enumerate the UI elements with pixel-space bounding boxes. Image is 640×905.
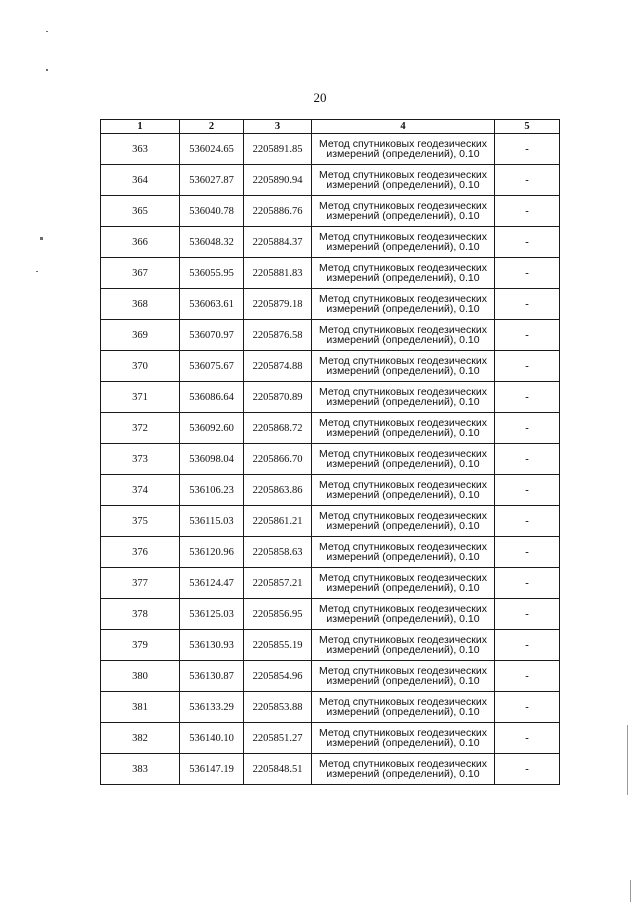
- method-line: измерений (определений), 0.10: [326, 706, 480, 718]
- table-row: [101, 196, 560, 227]
- note-cell: -: [495, 723, 560, 754]
- point-number-cell: 374: [101, 475, 180, 506]
- method-cell: [312, 568, 495, 599]
- note-cell: -: [495, 692, 560, 723]
- scan-edge-line: [630, 880, 631, 902]
- point-number-cell: 380: [101, 661, 180, 692]
- note-cell: -: [495, 351, 560, 382]
- method-line: Метод спутниковых геодезических: [319, 757, 487, 770]
- table-row: [101, 692, 560, 723]
- note-cell: -: [495, 537, 560, 568]
- method-cell: [312, 475, 495, 506]
- note-cell: -: [495, 196, 560, 227]
- table-row: [101, 599, 560, 630]
- x-coordinate-cell: 536124.47: [180, 568, 244, 599]
- table-row: [101, 134, 560, 165]
- point-number-cell: 379: [101, 630, 180, 661]
- x-coordinate-cell: 536063.61: [180, 289, 244, 320]
- method-line: измерений (определений), 0.10: [326, 427, 480, 439]
- table-row: [101, 258, 560, 289]
- method-cell: [312, 258, 495, 289]
- y-coordinate-cell: 2205886.76: [244, 196, 312, 227]
- method-line: измерений (определений), 0.10: [326, 365, 480, 377]
- column-header: 5: [495, 120, 560, 134]
- method-cell: [312, 754, 495, 785]
- table-row: [101, 444, 560, 475]
- y-coordinate-cell: 2205874.88: [244, 351, 312, 382]
- point-number-cell: 382: [101, 723, 180, 754]
- note-cell: -: [495, 134, 560, 165]
- method-line: измерений (определений), 0.10: [326, 768, 480, 780]
- x-coordinate-cell: 536070.97: [180, 320, 244, 351]
- point-number-cell: 363: [101, 134, 180, 165]
- method-line: Метод спутниковых геодезических: [319, 571, 487, 584]
- x-coordinate-cell: 536115.03: [180, 506, 244, 537]
- method-line: Метод спутниковых геодезических: [319, 354, 487, 367]
- method-cell: [312, 134, 495, 165]
- coordinates-table: [100, 119, 560, 785]
- table-row: [101, 537, 560, 568]
- point-number-cell: 383: [101, 754, 180, 785]
- method-line: измерений (определений), 0.10: [326, 210, 480, 222]
- method-line: измерений (определений), 0.10: [326, 148, 480, 160]
- note-cell: -: [495, 382, 560, 413]
- point-number-cell: 377: [101, 568, 180, 599]
- note-cell: -: [495, 475, 560, 506]
- note-cell: -: [495, 599, 560, 630]
- column-header: 4: [312, 120, 495, 134]
- y-coordinate-cell: 2205881.83: [244, 258, 312, 289]
- method-cell: [312, 413, 495, 444]
- y-coordinate-cell: 2205890.94: [244, 165, 312, 196]
- note-cell: -: [495, 413, 560, 444]
- method-line: Метод спутниковых геодезических: [319, 261, 487, 274]
- x-coordinate-cell: 536086.64: [180, 382, 244, 413]
- x-coordinate-cell: 536098.04: [180, 444, 244, 475]
- y-coordinate-cell: 2205863.86: [244, 475, 312, 506]
- method-line: измерений (определений), 0.10: [326, 520, 480, 532]
- method-line: измерений (определений), 0.10: [326, 644, 480, 656]
- table-header-row: [101, 120, 560, 134]
- x-coordinate-cell: 536075.67: [180, 351, 244, 382]
- method-line: Метод спутниковых геодезических: [319, 230, 487, 243]
- method-cell: [312, 165, 495, 196]
- method-line: измерений (определений), 0.10: [326, 737, 480, 749]
- y-coordinate-cell: 2205848.51: [244, 754, 312, 785]
- method-line: измерений (определений), 0.10: [326, 303, 480, 315]
- method-line: Метод спутниковых геодезических: [319, 385, 487, 398]
- method-line: измерений (определений), 0.10: [326, 675, 480, 687]
- method-cell: [312, 661, 495, 692]
- point-number-cell: 371: [101, 382, 180, 413]
- y-coordinate-cell: 2205853.88: [244, 692, 312, 723]
- point-number-cell: 365: [101, 196, 180, 227]
- x-coordinate-cell: 536048.32: [180, 227, 244, 258]
- table-row: [101, 630, 560, 661]
- method-line: Метод спутниковых геодезических: [319, 540, 487, 553]
- table-row: [101, 165, 560, 196]
- note-cell: -: [495, 320, 560, 351]
- method-line: Метод спутниковых геодезических: [319, 695, 487, 708]
- y-coordinate-cell: 2205876.58: [244, 320, 312, 351]
- table-row: [101, 413, 560, 444]
- point-number-cell: 372: [101, 413, 180, 444]
- method-cell: [312, 537, 495, 568]
- method-line: Метод спутниковых геодезических: [319, 664, 487, 677]
- scan-speck: [46, 31, 48, 32]
- method-line: Метод спутниковых геодезических: [319, 447, 487, 460]
- method-line: Метод спутниковых геодезических: [319, 726, 487, 739]
- table-row: [101, 661, 560, 692]
- note-cell: -: [495, 506, 560, 537]
- method-cell: [312, 599, 495, 630]
- method-cell: [312, 723, 495, 754]
- method-line: Метод спутниковых геодезических: [319, 633, 487, 646]
- method-line: измерений (определений), 0.10: [326, 241, 480, 253]
- x-coordinate-cell: 536120.96: [180, 537, 244, 568]
- method-line: измерений (определений), 0.10: [326, 458, 480, 470]
- column-header: 1: [101, 120, 180, 134]
- x-coordinate-cell: 536130.93: [180, 630, 244, 661]
- method-line: Метод спутниковых геодезических: [319, 168, 487, 181]
- y-coordinate-cell: 2205855.19: [244, 630, 312, 661]
- note-cell: -: [495, 165, 560, 196]
- y-coordinate-cell: 2205854.96: [244, 661, 312, 692]
- scan-speck: [36, 271, 38, 272]
- y-coordinate-cell: 2205851.27: [244, 723, 312, 754]
- point-number-cell: 364: [101, 165, 180, 196]
- note-cell: -: [495, 630, 560, 661]
- x-coordinate-cell: 536024.65: [180, 134, 244, 165]
- x-coordinate-cell: 536092.60: [180, 413, 244, 444]
- table-row: [101, 506, 560, 537]
- table-row: [101, 754, 560, 785]
- method-line: измерений (определений), 0.10: [326, 489, 480, 501]
- table-row: [101, 289, 560, 320]
- x-coordinate-cell: 536147.19: [180, 754, 244, 785]
- table-row: [101, 320, 560, 351]
- y-coordinate-cell: 2205857.21: [244, 568, 312, 599]
- point-number-cell: 369: [101, 320, 180, 351]
- table-row: [101, 382, 560, 413]
- method-cell: [312, 196, 495, 227]
- y-coordinate-cell: 2205868.72: [244, 413, 312, 444]
- scan-speck: [46, 69, 48, 71]
- y-coordinate-cell: 2205858.63: [244, 537, 312, 568]
- y-coordinate-cell: 2205861.21: [244, 506, 312, 537]
- table-row: [101, 723, 560, 754]
- x-coordinate-cell: 536106.23: [180, 475, 244, 506]
- method-line: измерений (определений), 0.10: [326, 334, 480, 346]
- note-cell: -: [495, 227, 560, 258]
- method-cell: [312, 444, 495, 475]
- point-number-cell: 370: [101, 351, 180, 382]
- method-line: измерений (определений), 0.10: [326, 582, 480, 594]
- method-line: Метод спутниковых геодезических: [319, 137, 487, 150]
- table-row: [101, 568, 560, 599]
- point-number-cell: 373: [101, 444, 180, 475]
- table-body: [101, 134, 560, 785]
- table-row: [101, 475, 560, 506]
- y-coordinate-cell: 2205884.37: [244, 227, 312, 258]
- x-coordinate-cell: 536055.95: [180, 258, 244, 289]
- column-header: 2: [180, 120, 244, 134]
- y-coordinate-cell: 2205866.70: [244, 444, 312, 475]
- column-header: 3: [244, 120, 312, 134]
- method-line: Метод спутниковых геодезических: [319, 602, 487, 615]
- note-cell: -: [495, 754, 560, 785]
- method-cell: [312, 320, 495, 351]
- point-number-cell: 378: [101, 599, 180, 630]
- table-row: [101, 351, 560, 382]
- y-coordinate-cell: 2205891.85: [244, 134, 312, 165]
- method-line: измерений (определений), 0.10: [326, 613, 480, 625]
- x-coordinate-cell: 536125.03: [180, 599, 244, 630]
- method-line: измерений (определений), 0.10: [326, 179, 480, 191]
- method-line: Метод спутниковых геодезических: [319, 199, 487, 212]
- method-cell: [312, 382, 495, 413]
- x-coordinate-cell: 536140.10: [180, 723, 244, 754]
- note-cell: -: [495, 444, 560, 475]
- method-line: Метод спутниковых геодезических: [319, 292, 487, 305]
- method-line: измерений (определений), 0.10: [326, 396, 480, 408]
- note-cell: -: [495, 258, 560, 289]
- x-coordinate-cell: 536130.87: [180, 661, 244, 692]
- x-coordinate-cell: 536133.29: [180, 692, 244, 723]
- method-line: Метод спутниковых геодезических: [319, 323, 487, 336]
- point-number-cell: 375: [101, 506, 180, 537]
- point-number-cell: 376: [101, 537, 180, 568]
- method-cell: [312, 506, 495, 537]
- point-number-cell: 367: [101, 258, 180, 289]
- method-line: Метод спутниковых геодезических: [319, 416, 487, 429]
- scan-speck: [40, 237, 43, 240]
- method-cell: [312, 289, 495, 320]
- method-cell: [312, 630, 495, 661]
- note-cell: -: [495, 661, 560, 692]
- note-cell: -: [495, 568, 560, 599]
- method-cell: [312, 692, 495, 723]
- y-coordinate-cell: 2205879.18: [244, 289, 312, 320]
- method-cell: [312, 227, 495, 258]
- scan-edge-line: [627, 725, 628, 795]
- method-line: Метод спутниковых геодезических: [319, 509, 487, 522]
- method-line: Метод спутниковых геодезических: [319, 478, 487, 491]
- page-number: 20: [313, 90, 327, 105]
- note-cell: -: [495, 289, 560, 320]
- y-coordinate-cell: 2205856.95: [244, 599, 312, 630]
- method-line: измерений (определений), 0.10: [326, 272, 480, 284]
- table-row: [101, 227, 560, 258]
- point-number-cell: 366: [101, 227, 180, 258]
- y-coordinate-cell: 2205870.89: [244, 382, 312, 413]
- method-cell: [312, 351, 495, 382]
- method-line: измерений (определений), 0.10: [326, 551, 480, 563]
- point-number-cell: 381: [101, 692, 180, 723]
- point-number-cell: 368: [101, 289, 180, 320]
- x-coordinate-cell: 536027.87: [180, 165, 244, 196]
- x-coordinate-cell: 536040.78: [180, 196, 244, 227]
